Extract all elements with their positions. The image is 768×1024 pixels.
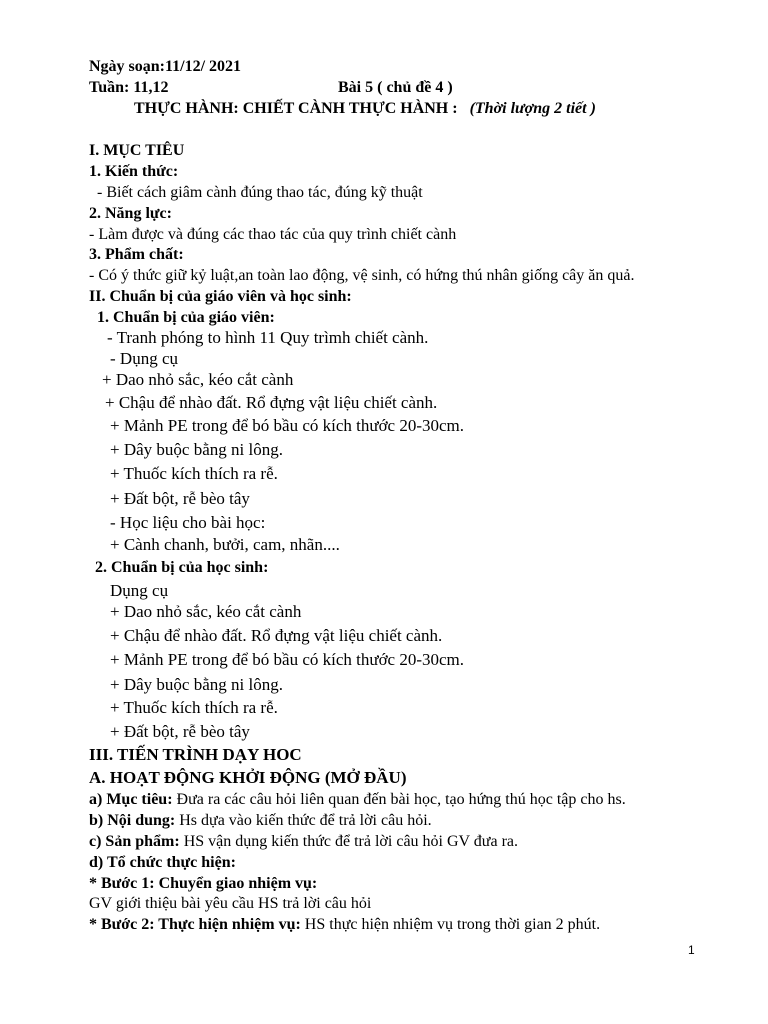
content-text: Hs dựa vào kiến thức để trả lời câu hỏi. <box>175 812 432 829</box>
page-number: 1 <box>688 943 695 957</box>
teacher-item: + Cành chanh, bưởi, cam, nhãn.... <box>110 535 340 554</box>
teacher-item: - Học liệu cho bài học: <box>110 513 266 532</box>
student-item: + Dây buộc bằng ni lông. <box>110 675 283 694</box>
section2-heading: II. Chuẩn bị của giáo viên và học sinh: <box>89 288 352 305</box>
product-text: HS vận dụng kiến thức để trả lời câu hỏi GV đưa ra. <box>179 833 519 850</box>
teacher-item: + Mảnh PE trong để bó bầu có kích thước 20-30cm. <box>110 416 465 435</box>
week-line: Tuần: 11,12 <box>89 79 169 96</box>
step2-text: HS thực hiện nhiệm vụ trong thời gian 2 phút. <box>300 916 601 933</box>
student-item: + Thuốc kích thích ra rễ. <box>110 698 278 717</box>
step2-label: * Bước 2: Thực hiện nhiệm vụ: <box>89 916 301 933</box>
section1-heading: I. MỤC TIÊU <box>89 142 185 159</box>
knowledge-heading: 1. Kiến thức: <box>89 163 179 180</box>
teacher-item: + Thuốc kích thích ra rễ. <box>110 464 278 483</box>
student-item: + Mảnh PE trong để bó bầu có kích thước 20-30cm. <box>110 650 465 669</box>
page-title <box>134 99 596 119</box>
teacher-item: - Tranh phóng to hình 11 Quy trìmh chiết cành. <box>107 328 429 347</box>
teacher-item: + Đất bột, rễ bèo tây <box>110 489 250 508</box>
teacher-item: + Chậu để nhào đất. Rổ đựng vật liệu chiết cành. <box>105 393 438 412</box>
teacher-item: + Dao nhỏ sắc, kéo cắt cành <box>102 370 294 389</box>
section3-heading: III. TIẾN TRÌNH DẠY HOC <box>89 745 302 764</box>
student-item: + Chậu để nhào đất. Rổ đựng vật liệu chiết cành. <box>110 626 443 645</box>
step1-heading: * Bước 1: Chuyển giao nhiệm vụ: <box>89 875 318 892</box>
student-item: + Đất bột, rễ bèo tây <box>110 722 250 741</box>
goal-line <box>89 790 626 810</box>
product-line <box>89 832 518 852</box>
student-item: + Dao nhỏ sắc, kéo cắt cành <box>110 602 302 621</box>
title-text: THỰC HÀNH: CHIẾT CÀNH THỰC HÀNH : <box>134 100 458 117</box>
lesson-line: Bài 5 ( chủ đề 4 ) <box>338 79 453 96</box>
content-label: b) Nội dung: <box>89 812 176 829</box>
org-heading: d) Tổ chức thực hiện: <box>89 854 236 871</box>
student-item: Dụng cụ <box>110 581 169 600</box>
knowledge-text: - Biết cách giâm cành đúng thao tác, đúng kỹ thuật <box>97 184 423 201</box>
quality-text: - Có ý thức giữ kỷ luật,an toàn lao động, vệ sinh, có hứng thú nhân giống cây ăn quả. <box>89 267 635 284</box>
goal-label: a) Mục tiêu: <box>89 791 173 808</box>
activity-heading: A. HOẠT ĐỘNG KHỞI ĐỘNG (MỞ ĐẦU) <box>89 768 407 787</box>
date-line: Ngày soạn:11/12/ 2021 <box>89 58 242 75</box>
duration-text: (Thời lượng 2 tiết ) <box>469 100 596 117</box>
quality-heading: 3. Phẩm chất: <box>89 246 184 263</box>
content-line <box>89 811 432 831</box>
step1-text: GV giới thiệu bài yêu cầu HS trả lời câu hỏi <box>89 895 372 912</box>
product-label: c) Sản phẩm: <box>89 833 180 850</box>
teacher-item: + Dây buộc bằng ni lông. <box>110 440 283 459</box>
teacher-heading: 1. Chuẩn bị của giáo viên: <box>97 309 275 326</box>
ability-text: - Làm được và đúng các thao tác của quy trình chiết cành <box>89 226 457 243</box>
goal-text: Đưa ra các câu hỏi liên quan đến bài học, tạo hứng thú học tập cho hs. <box>172 791 626 808</box>
ability-heading: 2. Năng lực: <box>89 205 172 222</box>
student-heading: 2. Chuẩn bị của học sinh: <box>95 559 269 576</box>
teacher-item: - Dụng cụ <box>110 349 178 368</box>
step2-line <box>89 915 600 935</box>
